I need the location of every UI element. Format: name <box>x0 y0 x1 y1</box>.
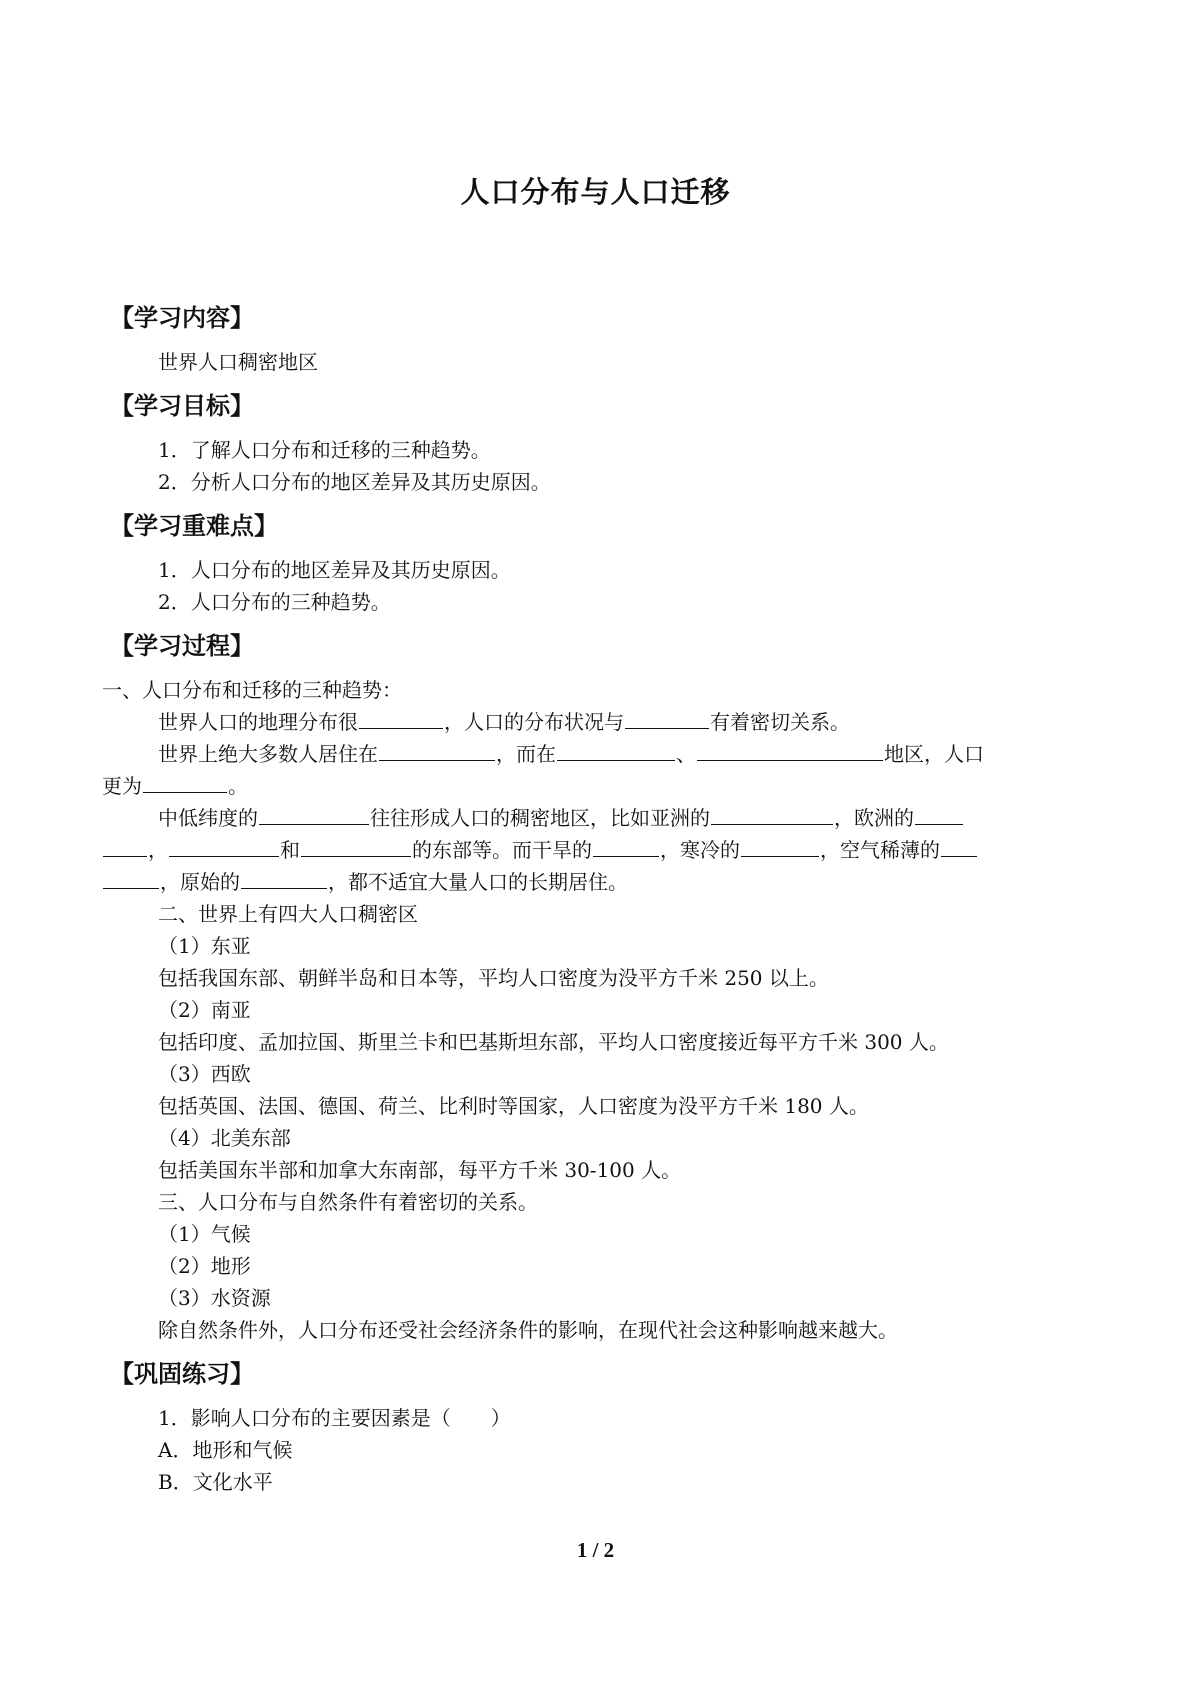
section-key-points <box>110 508 1095 618</box>
text-run: ，欧洲的 <box>834 806 914 830</box>
text-run: 。 <box>228 774 248 798</box>
page-number: 1 / 2 <box>576 1538 615 1562</box>
fill-in-paragraph <box>110 706 1095 738</box>
fill-in-paragraph <box>110 802 1095 834</box>
answer-option[interactable]: B．文化水平 <box>158 1470 273 1494</box>
text-run: 世界上绝大多数人居住在 <box>158 742 378 766</box>
answer-blank[interactable] <box>741 834 819 857</box>
fill-in-paragraph <box>110 738 1095 770</box>
answer-blank[interactable] <box>697 738 883 761</box>
text-run: ，空气稀薄的 <box>820 838 940 862</box>
goal-item: 2．分析人口分布的地区差异及其历史原因。 <box>158 470 551 494</box>
answer-blank[interactable] <box>915 802 963 825</box>
answer-blank[interactable] <box>557 738 675 761</box>
text-run: ，而在 <box>496 742 556 766</box>
text-run: ， <box>148 838 168 862</box>
region-name: （1）东亚 <box>158 934 251 958</box>
text-run: 有着密切关系。 <box>710 710 850 734</box>
text-run: 、 <box>676 742 696 766</box>
text-run: 地区，人口 <box>884 742 984 766</box>
conclusion-text: 除自然条件外，人口分布还受社会经济条件的影响，在现代社会这种影响越来越大。 <box>158 1318 898 1342</box>
question-text: 1．影响人口分布的主要因素是（ ） <box>158 1406 511 1430</box>
answer-blank[interactable] <box>259 802 369 825</box>
fill-in-paragraph-continued <box>102 834 1095 866</box>
goal-item: 1．了解人口分布和迁移的三种趋势。 <box>158 438 491 462</box>
section-learning-goals <box>110 388 1095 498</box>
text-run: ，人口的分布状况与 <box>444 710 624 734</box>
section-text: 世界人口稠密地区 <box>158 350 318 374</box>
region-description: 包括美国东半部和加拿大东南部，每平方千米 30-100 人。 <box>158 1158 682 1182</box>
answer-blank[interactable] <box>625 706 709 729</box>
region-name: （2）南亚 <box>158 998 251 1022</box>
section-heading: 【学习内容】 <box>110 304 254 332</box>
section-heading: 【学习过程】 <box>110 632 254 660</box>
text-run: 中低纬度的 <box>158 806 258 830</box>
section-learning-process <box>102 628 1095 1346</box>
region-description: 包括我国东部、朝鲜半岛和日本等，平均人口密度为没平方千米 250 以上。 <box>158 966 829 990</box>
text-run: 更为 <box>102 774 142 798</box>
factor-item: （2）地形 <box>158 1254 251 1278</box>
text-run: ，都不适宜大量人口的长期居住。 <box>328 870 628 894</box>
section-practice <box>110 1356 1095 1498</box>
answer-blank[interactable] <box>241 866 327 889</box>
section-heading: 【巩固练习】 <box>110 1360 254 1388</box>
answer-blank[interactable] <box>593 834 659 857</box>
text-run: ，寒冷的 <box>660 838 740 862</box>
answer-blank[interactable] <box>359 706 443 729</box>
section-learning-content <box>110 300 1095 378</box>
key-point-item: 2．人口分布的三种趋势。 <box>158 590 391 614</box>
fill-in-paragraph-continued <box>102 866 1095 898</box>
part-title: 三、人口分布与自然条件有着密切的关系。 <box>158 1190 538 1214</box>
factor-item: （3）水资源 <box>158 1286 271 1310</box>
text-run: 的东部等。而干旱的 <box>412 838 592 862</box>
region-description: 包括印度、孟加拉国、斯里兰卡和巴基斯坦东部，平均人口密度接近每平方千米 300 人。 <box>158 1030 949 1054</box>
text-run: ，原始的 <box>160 870 240 894</box>
document-body <box>102 300 1095 1508</box>
text-run: 世界人口的地理分布很 <box>158 710 358 734</box>
answer-option[interactable]: A．地形和气候 <box>158 1438 293 1462</box>
text-run: 和 <box>280 838 300 862</box>
part-title: 二、世界上有四大人口稠密区 <box>158 902 418 926</box>
answer-blank[interactable] <box>103 834 147 857</box>
text-run: 往往形成人口的稠密地区，比如亚洲的 <box>370 806 710 830</box>
document-title: 人口分布与人口迁移 <box>460 175 731 209</box>
section-heading: 【学习重难点】 <box>110 512 278 540</box>
region-description: 包括英国、法国、德国、荷兰、比利时等国家，人口密度为没平方千米 180 人。 <box>158 1094 869 1118</box>
answer-blank[interactable] <box>169 834 279 857</box>
answer-blank[interactable] <box>103 866 159 889</box>
region-name: （4）北美东部 <box>158 1126 291 1150</box>
answer-blank[interactable] <box>379 738 495 761</box>
region-name: （3）西欧 <box>158 1062 251 1086</box>
fill-in-paragraph-continued <box>102 770 1095 802</box>
part-title: 一、人口分布和迁移的三种趋势： <box>102 678 402 702</box>
factor-item: （1）气候 <box>158 1222 251 1246</box>
answer-blank[interactable] <box>143 770 227 793</box>
answer-blank[interactable] <box>941 834 977 857</box>
answer-blank[interactable] <box>711 802 833 825</box>
section-heading: 【学习目标】 <box>110 392 254 420</box>
answer-blank[interactable] <box>301 834 411 857</box>
key-point-item: 1．人口分布的地区差异及其历史原因。 <box>158 558 511 582</box>
